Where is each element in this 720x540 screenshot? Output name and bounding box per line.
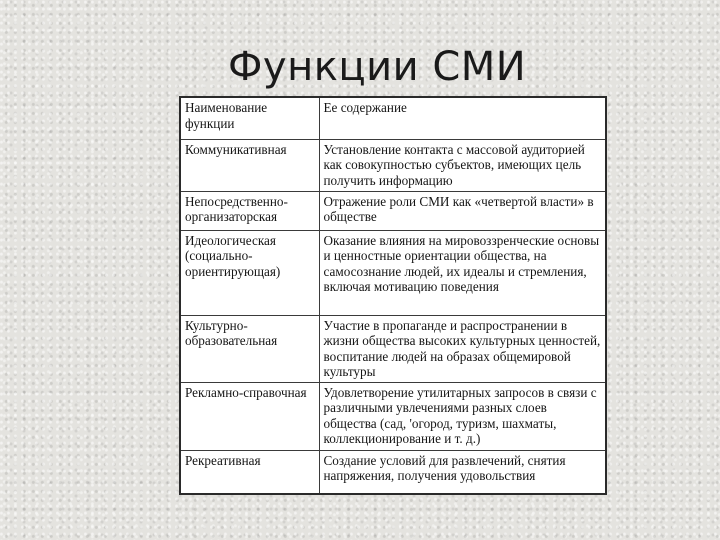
header-function-content: Ее содержание	[319, 98, 605, 139]
functions-table-container	[179, 96, 607, 495]
table-row	[181, 230, 605, 315]
function-name-cell: Идеологическая (социально-ориентирующая)	[181, 230, 319, 315]
function-content-cell: Оказание влияния на мировоззренческие основы и ценностные ориентации общества, на самосознание людей, их идеалы и стремления, включая мотивацию поведения	[319, 230, 605, 315]
function-content-cell: Создание условий для развлечений, снятия напряжения, получения удовольствия	[319, 450, 605, 493]
header-function-name: Наименование функции	[181, 98, 319, 139]
function-content-cell: Установление контакта с массовой аудиторией как совокупностью субъектов, имеющих цель получить информацию	[319, 139, 605, 191]
function-content-cell: Участие в пропаганде и распространении в жизни общества высоких культурных ценностей, воспитание людей на образах общемировой культуры	[319, 315, 605, 382]
function-name-cell: Культурно-образовательная	[181, 315, 319, 382]
table-row	[181, 382, 605, 450]
functions-table	[181, 98, 605, 493]
function-name-cell: Рекреативная	[181, 450, 319, 493]
function-name-cell: Рекламно-справочная	[181, 382, 319, 450]
function-name-cell: Непосредственно-организаторская	[181, 191, 319, 230]
function-content-cell: Отражение роли СМИ как «четвертой власти» в обществе	[319, 191, 605, 230]
table-row	[181, 139, 605, 191]
function-content-cell: Удовлетворение утилитарных запросов в связи с различными увлечениями разных слоев общества (сад, 'огород, туризм, шахматы, коллекционирование и т. д.)	[319, 382, 605, 450]
slide-title: Функции СМИ	[228, 44, 527, 90]
table-header-row	[181, 98, 605, 139]
table-row	[181, 191, 605, 230]
table-row	[181, 450, 605, 493]
table-row	[181, 315, 605, 382]
function-name-cell: Коммуникативная	[181, 139, 319, 191]
